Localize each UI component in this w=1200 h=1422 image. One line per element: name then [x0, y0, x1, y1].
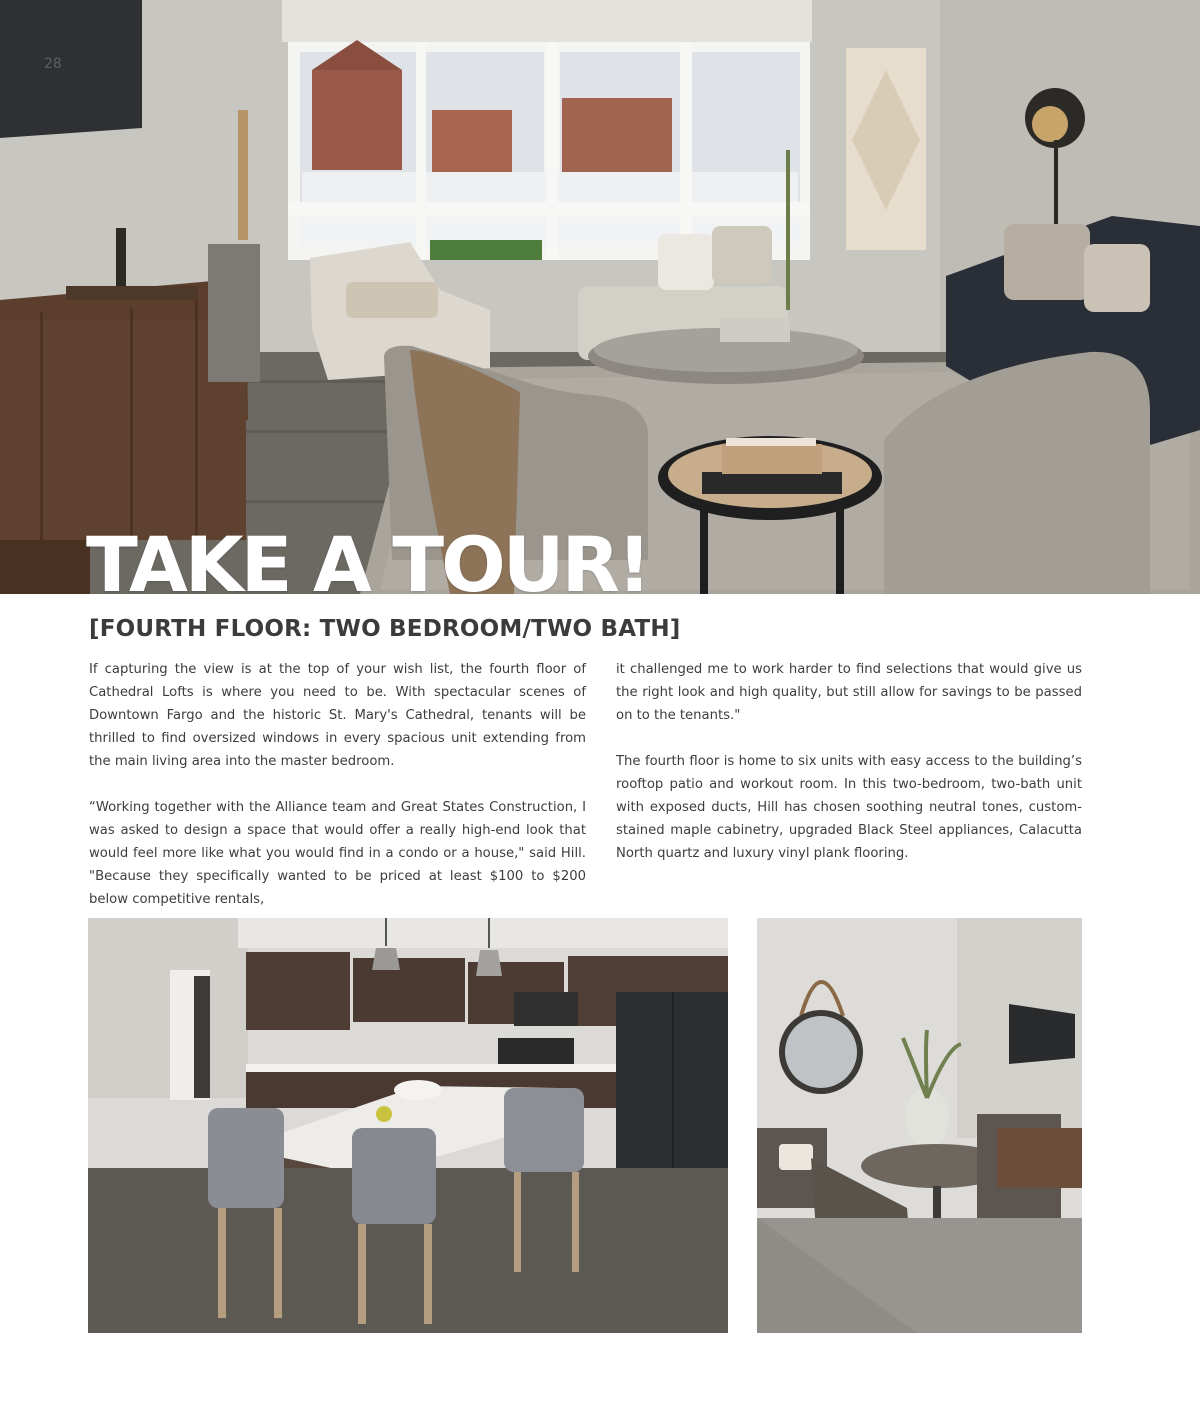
kitchen-illustration: [88, 918, 728, 1333]
paragraph: If capturing the view is at the top of your wish list, the fourth floor of Cathedral Lofts is where you need to be. With spectacular scenes of Downtown Fargo and the historic St. Mary's Cathedral, tenants will be thrilled to find oversized windows in every spacious unit extending from the main living area into the master bedroom.: [89, 662, 586, 769]
hero-title: TAKE A TOUR!: [86, 520, 649, 594]
dining-illustration: [757, 918, 1082, 1333]
dining-photo: [757, 918, 1082, 1333]
kitchen-photo: [88, 918, 728, 1333]
living-room-illustration: [0, 0, 1200, 594]
article-right-column: [616, 658, 1082, 888]
page-number: 28: [44, 56, 62, 72]
paragraph: it challenged me to work harder to find selections that would give us the right look and high quality, but still allow for savings to be passed on to the tenants.": [616, 662, 1082, 723]
paragraph: The fourth floor is home to six units with easy access to the building’s rooftop patio and workout room. In this two-bedroom, two-bath unit with exposed ducts, Hill has chosen soothing neutral tones, custom-stained maple cabinetry, upgraded Black Steel appliances, Calacutta North quartz and luxury vinyl plank flooring.: [616, 754, 1082, 861]
living-room-photo: [0, 0, 1200, 594]
article-left-column: [89, 658, 586, 934]
paragraph: “Working together with the Alliance team and Great States Construction, I was asked to design a space that would offer a really high-end look that would feel more like what you would find in a condo or a house," said Hill. "Because they specifically wanted to be priced at least $100 to $200 below competitive rentals,: [89, 800, 586, 907]
article-subtitle: [FOURTH FLOOR: TWO BEDROOM/TWO BATH]: [89, 616, 681, 642]
